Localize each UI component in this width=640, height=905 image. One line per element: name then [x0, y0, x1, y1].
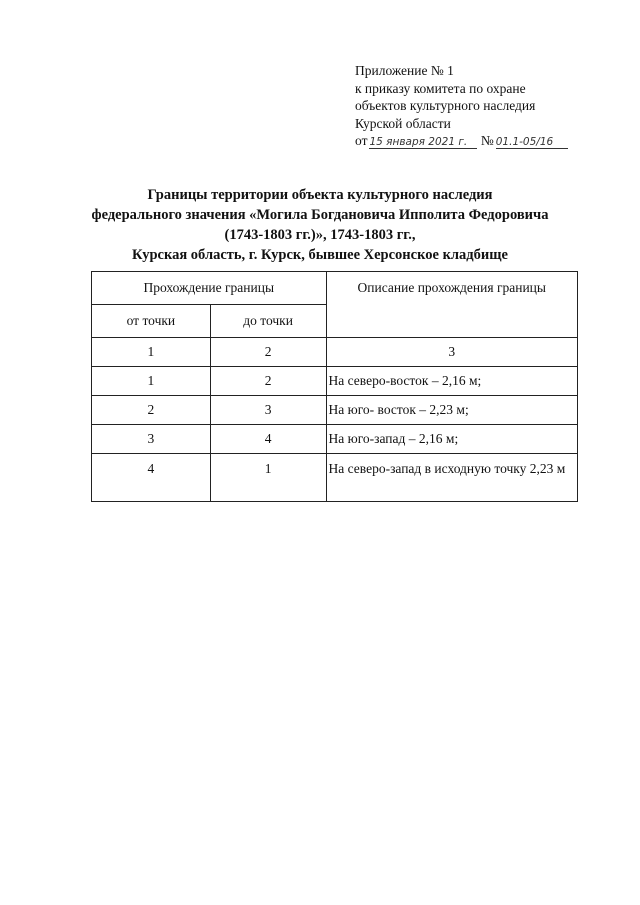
description-cell: На юго-запад – 2,16 м;: [326, 425, 577, 454]
appendix-title: Приложение № 1: [355, 63, 454, 78]
table-row: [92, 425, 578, 454]
column-number: 1: [92, 338, 211, 367]
title-line-2: федерального значения «Могила Богдановича Ипполита Федоровича: [91, 207, 549, 223]
from-point-cell: 2: [92, 396, 211, 425]
from-point-cell: 1: [92, 367, 211, 396]
title-line-4: Курская область, г. Курск, бывшее Херсонское кладбище: [132, 247, 508, 263]
from-point-cell: 3: [92, 425, 211, 454]
number-label: №: [480, 133, 494, 148]
appendix-header: [355, 62, 595, 150]
boundary-path-header: Прохождение границы: [92, 272, 327, 305]
to-point-header: до точки: [210, 305, 326, 338]
title-line-1: Границы территории объекта культурного наследия: [147, 187, 493, 203]
from-label: от: [355, 133, 368, 148]
to-point-cell: 2: [210, 367, 326, 396]
from-point-header: от точки: [92, 305, 211, 338]
to-point-cell: 1: [210, 454, 326, 502]
column-number: 3: [326, 338, 577, 367]
description-cell: На юго- восток – 2,23 м;: [326, 396, 577, 425]
description-cell: На северо-восток – 2,16 м;: [326, 367, 577, 396]
description-header: Описание прохождения границы: [326, 272, 577, 338]
appendix-region-line: Курской области: [355, 115, 451, 131]
title-line-3: (1743-1803 гг.)», 1743-1803 гг.,: [224, 227, 416, 243]
to-point-cell: 3: [210, 396, 326, 425]
table-row: [92, 454, 578, 502]
table-row: [92, 396, 578, 425]
column-number: 2: [210, 338, 326, 367]
handwritten-date: 15 января 2021 г.: [369, 136, 477, 149]
description-cell: На северо-запад в исходную точку 2,23 м: [326, 454, 577, 502]
appendix-date-number-line: [355, 132, 595, 150]
appendix-committee-line: объектов культурного наследия: [355, 98, 536, 113]
appendix-order-line: к приказу комитета по охране: [355, 80, 526, 96]
document-title: [60, 185, 580, 265]
column-number-row: [92, 338, 578, 367]
table-row: [92, 367, 578, 396]
handwritten-number: 01.1-05/16: [496, 136, 568, 149]
boundary-table: [91, 271, 578, 502]
to-point-cell: 4: [210, 425, 326, 454]
from-point-cell: 4: [92, 454, 211, 502]
